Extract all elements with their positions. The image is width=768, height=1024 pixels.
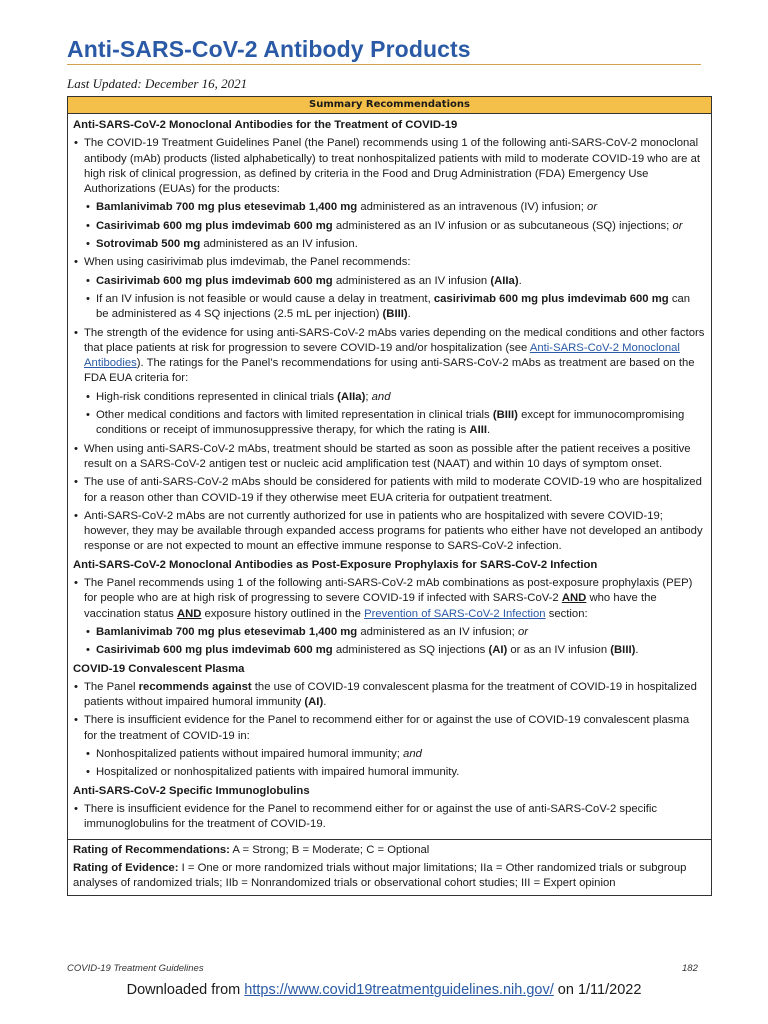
list-item xyxy=(73,237,705,252)
rating-label: Rating of Evidence: xyxy=(73,861,179,874)
item-text: If an IV infusion is not feasible or would cause a delay in treatment, xyxy=(96,292,434,305)
list-item: • When using casirivimab plus imdevimab, the Panel recommends: xyxy=(73,255,705,270)
drug-name: casirivimab 600 mg plus imdevimab 600 mg xyxy=(433,292,669,305)
item-text: the use of COVID-19 convalescent plasma for the treatment of COVID-19 in hospitalized patients without impaired humoral immunity xyxy=(84,680,697,709)
list-item xyxy=(73,643,705,658)
download-suffix: on 1/11/2022 xyxy=(553,982,642,998)
drug-name: Casirivimab 600 mg plus imdevimab 600 mg xyxy=(96,274,333,287)
list-item xyxy=(73,408,705,439)
item-conj: and xyxy=(403,747,422,760)
recommendation-emphasis: recommends against xyxy=(138,680,252,693)
list-item: • The COVID-19 Treatment Guidelines Panel (the Panel) recommends using 1 of the following anti-SARS-CoV-2 monoclonal antibody (mAb) products (listed alphabetically) to treat nonhospitalized patients with mild to moderate COVID-19 who are at high risk of clinical progression, as defined by criteria in the Food and Drug Administration (FDA) Emergency Use Authorizations (EUAs) for the products: xyxy=(73,136,705,197)
download-prefix: Downloaded from xyxy=(126,982,245,998)
item-end: . xyxy=(323,696,327,709)
item-text: administered as an IV infusion; xyxy=(357,625,518,638)
item-sep: ; xyxy=(365,390,372,403)
item-text: administered as an IV infusion xyxy=(332,274,491,287)
section-heading-pep: Anti-SARS-CoV-2 Monoclonal Antibodies as Post-Exposure Prophylaxis for SARS-CoV-2 Infection xyxy=(73,558,598,571)
item-conj: or xyxy=(587,201,598,214)
box-header: Summary Recommendations xyxy=(68,97,711,114)
evidence-rating: (BIII) xyxy=(492,409,518,422)
emphasis-and: AND xyxy=(561,592,587,605)
list-item xyxy=(73,390,705,405)
drug-name: Sotrovimab 500 mg xyxy=(96,238,201,251)
summary-recommendations-box xyxy=(67,96,712,896)
rating-recommendations xyxy=(73,843,705,858)
item-text: High-risk conditions represented in clinical trials xyxy=(96,390,338,403)
monoclonal-antibodies-link[interactable]: Anti-SARS-CoV-2 Monoclonal Antibodies xyxy=(84,341,680,370)
section-heading-immunoglobulins: Anti-SARS-CoV-2 Specific Immunoglobulins xyxy=(73,784,310,797)
evidence-rating: (AI) xyxy=(304,696,324,709)
drug-name: Bamlanivimab 700 mg plus etesevimab 1,400 mg xyxy=(96,201,358,214)
item-text: administered as an intravenous (IV) infusion; xyxy=(357,201,588,214)
evidence-rating: (AI) xyxy=(488,644,508,657)
list-item: • There is insufficient evidence for the Panel to recommend either for or against the use of anti-SARS-CoV-2 specific immunoglobulins for the treatment of COVID-19. xyxy=(73,802,705,833)
footer-guidelines-title: COVID-19 Treatment Guidelines xyxy=(67,963,204,974)
list-item xyxy=(73,747,705,762)
item-text: The Panel xyxy=(84,680,139,693)
item-end: . xyxy=(518,274,522,287)
item-text: ). The ratings for the Panel’s recommendations for using anti-SARS-CoV-2 mAbs as treatment are based on the FDA EUA criteria for: xyxy=(84,357,695,385)
list-item xyxy=(73,200,705,215)
list-item: • Anti-SARS-CoV-2 mAbs are not currently authorized for use in patients who are hospitalized with severe COVID-19; however, they may be available through expanded access programs for patients who either have not developed an antibody response or are not expected to mount an effective immune response to SARS-CoV-2 infection. xyxy=(73,509,705,555)
list-item: • There is insufficient evidence for the Panel to recommend either for or against the use of COVID-19 convalescent plasma for the treatment of COVID-19 in: xyxy=(73,713,705,744)
last-updated: Last Updated: December 16, 2021 xyxy=(67,76,248,91)
page-number: 182 xyxy=(682,963,698,974)
page-title: Anti-SARS-CoV-2 Antibody Products xyxy=(67,36,471,62)
list-item: • Hospitalized or nonhospitalized patients with impaired humoral immunity. xyxy=(73,765,705,780)
item-conj: and xyxy=(371,390,391,403)
rating-text: A = Strong; B = Moderate; C = Optional xyxy=(229,844,430,857)
item-text: administered as an IV infusion. xyxy=(200,238,358,251)
evidence-rating: (BIII) xyxy=(610,644,636,657)
rating-legend xyxy=(68,839,711,895)
item-text: exposure history outlined in the xyxy=(201,607,365,620)
prevention-link[interactable]: Prevention of SARS-CoV-2 Infection xyxy=(364,607,546,620)
item-text: except for immunocompromising conditions or receipt of immunosuppressive therapy, for which the rating is xyxy=(96,409,685,437)
rating-text: I = One or more randomized trials without major limitations; IIa = Other randomized trials or subgroup analyses of randomized trials; IIb = Nonrandomized trials or observational cohort studies; III = Expert opinion xyxy=(73,861,687,890)
item-end: . xyxy=(407,308,411,321)
list-item: • The use of anti-SARS-CoV-2 mAbs should be considered for patients with mild to moderate COVID-19 who are hospitalized for a reason other than COVID-19 if they otherwise meet EUA criteria for outpatient treatment. xyxy=(73,475,705,506)
box-body xyxy=(68,114,711,839)
item-text: or as an IV infusion xyxy=(507,644,611,657)
drug-name: Casirivimab 600 mg plus imdevimab 600 mg xyxy=(96,644,333,657)
item-text: who have the vaccination status xyxy=(84,592,657,620)
section-heading-treatment: Anti-SARS-CoV-2 Monoclonal Antibodies for the Treatment of COVID-19 xyxy=(73,119,458,131)
list-item xyxy=(73,292,705,323)
evidence-rating: AIII xyxy=(469,424,487,437)
title-divider xyxy=(67,64,701,65)
item-text: Nonhospitalized patients without impaired humoral immunity; xyxy=(96,747,404,760)
item-end: . xyxy=(486,424,491,437)
section-heading-convalescent-plasma: COVID-19 Convalescent Plasma xyxy=(73,662,245,675)
list-item xyxy=(73,576,705,622)
item-text: section: xyxy=(545,607,588,620)
evidence-rating: (AIIa) xyxy=(490,274,519,287)
drug-name: Bamlanivimab 700 mg plus etesevimab 1,400 mg xyxy=(96,625,358,638)
item-text: The Panel recommends using 1 of the following anti-SARS-CoV-2 mAb combinations as post-exposure prophylaxis (PEP) for people who are at high risk of progressing to severe COVID-19 if infected with SARS-CoV-2 xyxy=(84,577,693,605)
item-text: Other medical conditions and factors with limited representation in clinical trials xyxy=(96,409,493,422)
list-item xyxy=(73,625,705,640)
list-item xyxy=(73,326,705,387)
download-note xyxy=(0,982,768,998)
source-url-link[interactable]: https://www.covid19treatmentguidelines.nih.gov/ xyxy=(244,982,554,998)
rating-label: Rating of Recommendations: xyxy=(73,844,230,857)
item-end: . xyxy=(635,644,639,657)
rating-evidence xyxy=(73,861,705,892)
emphasis-and: AND xyxy=(176,607,202,620)
list-item xyxy=(73,219,705,234)
item-text: can be administered as 4 SQ injections (2.5 mL per injection) xyxy=(96,292,691,321)
drug-name: Casirivimab 600 mg plus imdevimab 600 mg xyxy=(96,219,333,232)
item-text: administered as an IV infusion or as subcutaneous (SQ) injections; xyxy=(332,219,673,232)
list-item xyxy=(73,680,705,711)
list-item: • When using anti-SARS-CoV-2 mAbs, treatment should be started as soon as possible after the patient receives a positive result on a SARS-CoV-2 antigen test or nucleic acid amplification test (NAAT) and within 10 days of symptom onset. xyxy=(73,442,705,473)
list-item xyxy=(73,274,705,289)
item-text: administered as SQ injections xyxy=(332,644,489,657)
item-conj: or xyxy=(517,625,529,638)
item-conj: or xyxy=(672,219,683,232)
evidence-rating: (AIIa) xyxy=(337,390,366,403)
item-text: The strength of the evidence for using anti-SARS-CoV-2 mAbs varies depending on the medical conditions and other factors that place patients at risk for progression to severe COVID-19 and/or hospitalization (see xyxy=(84,326,705,354)
evidence-rating: (BIII) xyxy=(382,308,408,321)
